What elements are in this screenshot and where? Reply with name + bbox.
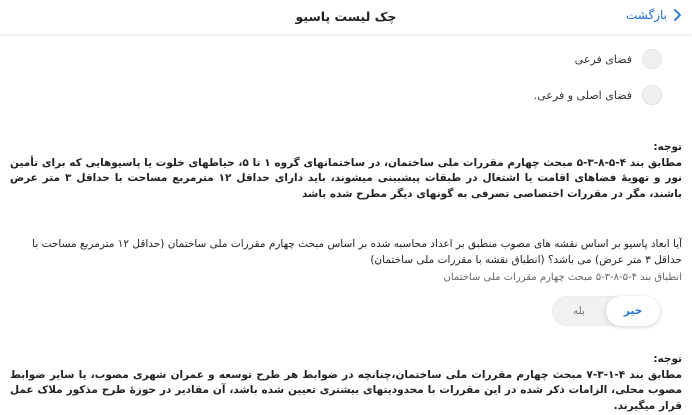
question-reference: انطباق بند ۴-۵-۸-۳-۵ مبحث چهارم مقررات ملی ساختمان — [443, 272, 682, 283]
note-block-1 — [10, 140, 682, 202]
note-heading: توجه: — [653, 353, 682, 365]
note-body: مطابق بند ۴-۵-۸-۳-۵ مبحث چهارم مقررات ملی ساختمان، در ساختمانهای گروه ۱ تا ۵، حیاطهای خلوت یا پاسیوهایی که برای تأمین نور و تهویهٔ فضاهای اقامت یا اشتغال در طبقات پیشبینی میشوند، باید دارای حداقل ۱۲ مترمربع مساحت با حداقل ۳ متر عرض باشند، مگر در مقررات اختصاصی تصرفی به گونهای دیگر مطرح شده باشد — [10, 156, 682, 200]
question-text: آیا ابعاد پاسیو بر اساس نقشه های مصوب منطبق بر اعداد محاسبه شده بر اساس مبحث چهارم مقررات ملی ساختمان (حداقل ۱۲ مترمربع مساحت با حداقل ۳ متر عرض) می باشد؟ (انطباق نقشه با مقررات ملی ساختمان) — [32, 238, 682, 266]
answer-toggle[interactable] — [552, 296, 660, 326]
radio-button[interactable] — [642, 85, 662, 105]
note-body: مطابق بند ۴-۱-۳-۷ مبحث چهارم مقررات ملی ساختمان،چنانچه در ضوابط هر طرح توسعه و عمران شهری مصوب، یا سایر ضوابط مصوب محلی، الزامات ذکر شده در این مقررات با محدودیتهای بیشتری تعیین شده باشد، آن مقادیر در حوزهٔ طرح مذکور ملاک عمل قرار میگیرند. — [10, 368, 682, 412]
answer-no-button[interactable]: خیر — [606, 296, 660, 326]
note-heading: توجه: — [653, 141, 682, 153]
page-title: چک لیست پاسیو — [295, 9, 397, 24]
note-block-2 — [10, 352, 682, 414]
answer-yes-button[interactable]: بله — [572, 305, 586, 317]
option-label: فضای فرعی — [574, 52, 632, 66]
radio-button[interactable] — [642, 49, 662, 69]
option-sub-space[interactable] — [534, 48, 662, 70]
back-label: بازگشت — [626, 8, 667, 22]
option-label: فضای اصلی و فرعی. — [533, 88, 632, 102]
option-main-and-sub-space[interactable] — [534, 84, 662, 106]
top-bar — [0, 0, 692, 34]
space-options — [534, 48, 662, 120]
checklist-question — [10, 236, 682, 286]
